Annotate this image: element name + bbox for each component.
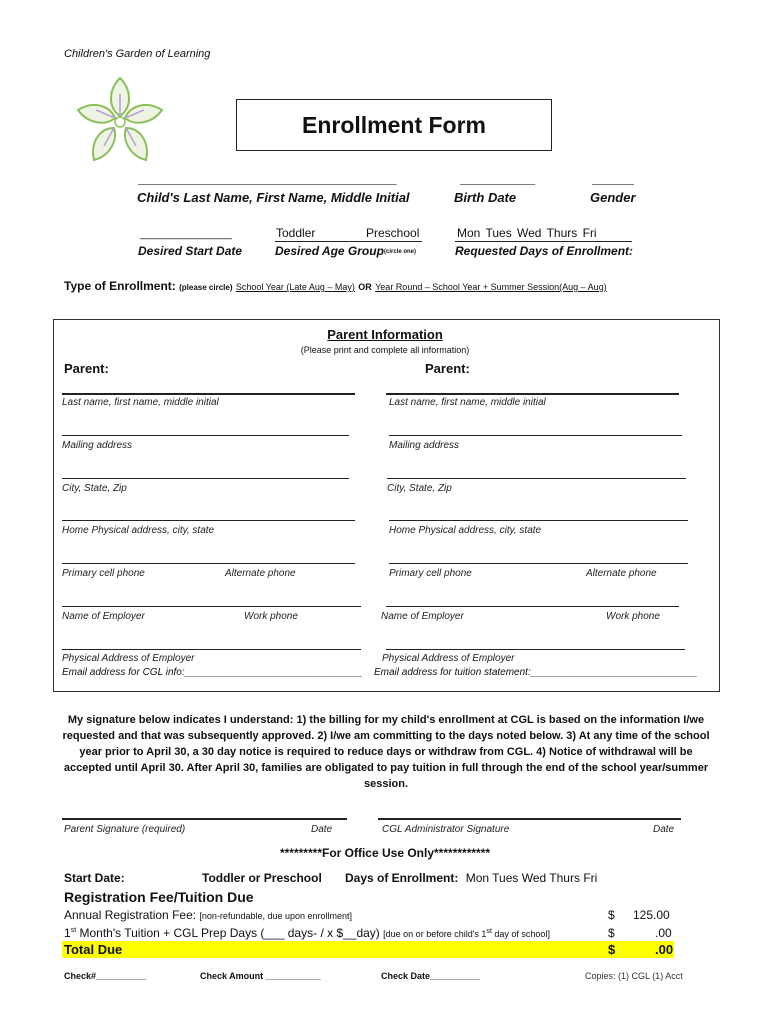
age-group-hint: (circle one) xyxy=(384,249,417,255)
reg-fee-title: Registration Fee/Tuition Due xyxy=(64,889,254,905)
check-date-field[interactable]: Check Date__________ xyxy=(381,971,481,981)
parent1-work-label: Work phone xyxy=(244,611,298,622)
parent1-name-label: Last name, first name, middle initial xyxy=(62,397,219,408)
parent2-employer-field[interactable] xyxy=(386,606,679,607)
parent2-name-field[interactable] xyxy=(386,393,679,395)
annual-fee-note: [non-refundable, due upon enrollment] xyxy=(199,911,353,921)
parent-info-section xyxy=(53,319,720,692)
start-date-label: Desired Start Date xyxy=(138,244,243,258)
office-use-title: *********For Office Use Only************ xyxy=(279,846,491,860)
enrollment-option-year-round[interactable]: Year Round – School Year + Summer Session(Aug – Aug) xyxy=(375,282,607,292)
parent1-alt-label: Alternate phone xyxy=(225,568,296,579)
parent1-employer-field[interactable] xyxy=(62,606,361,607)
parent2-name-label: Last name, first name, middle initial xyxy=(389,397,546,408)
parent2-home-label: Home Physical address, city, state xyxy=(389,525,542,536)
days-label: Requested Days of Enrollment: xyxy=(455,244,634,258)
parent2-emp-addr-field[interactable] xyxy=(386,649,685,650)
parent2-work-label: Work phone xyxy=(606,611,660,622)
parent1-home-label: Home Physical address, city, state xyxy=(62,525,215,536)
check-amount-field[interactable]: Check Amount ___________ xyxy=(200,971,321,981)
parent1-home-field[interactable] xyxy=(62,520,355,521)
child-name-label: Child's Last Name, First Name, Middle Initial xyxy=(137,190,410,205)
parent-info-subtitle: (Please print and complete all information) xyxy=(300,345,470,355)
parent2-emp-addr-label: Physical Address of Employer xyxy=(382,653,515,664)
parent1-city-field[interactable] xyxy=(62,478,349,479)
parent1-employer-label: Name of Employer xyxy=(62,611,145,622)
parent2-mailing-label: Mailing address xyxy=(389,440,460,451)
total-due-currency: $ xyxy=(608,942,616,957)
parent2-city-field[interactable] xyxy=(387,478,686,479)
tuition-note-a: [due on or before child's 1 xyxy=(383,929,487,939)
enrollment-type-hint: (please circle) xyxy=(179,283,233,292)
parent1-mailing-field[interactable] xyxy=(62,435,349,436)
flower-logo-icon xyxy=(70,70,170,170)
parent2-city-label: City, State, Zip xyxy=(387,483,452,494)
parent1-emp-addr-label: Physical Address of Employer xyxy=(62,653,195,664)
enrollment-type-label: Type of Enrollment: xyxy=(64,279,176,293)
admin-signature-label: CGL Administrator Signature xyxy=(382,824,510,835)
office-days-label: Days of Enrollment: xyxy=(345,871,459,885)
tuition-currency: $ xyxy=(608,926,615,940)
child-name-line[interactable]: _______________________________ xyxy=(138,170,397,187)
email-tuition-field[interactable]: Email address for tuition statement:______________________________ xyxy=(374,667,698,678)
tuition-label: Month's Tuition + CGL Prep Days (___ days- / x $__day) xyxy=(79,926,380,940)
parent1-label: Parent: xyxy=(64,361,109,376)
parent2-alt-label: Alternate phone xyxy=(586,568,657,579)
enrollment-option-school-year[interactable]: School Year (Late Aug – May) xyxy=(235,282,355,292)
parent2-employer-label: Name of Employer xyxy=(381,611,464,622)
total-due-amount: .00 xyxy=(655,942,674,957)
email-cgl-field[interactable]: Email address for CGL info:________________________________ xyxy=(62,667,363,678)
office-age-group: Toddler or Preschool xyxy=(202,871,322,885)
age-group-rule xyxy=(275,241,422,242)
gender-line[interactable]: _____ xyxy=(592,170,634,187)
birth-date-label: Birth Date xyxy=(454,190,517,205)
annual-fee-amount: 125.00 xyxy=(633,908,670,922)
start-date-line[interactable]: _______________ xyxy=(140,228,232,240)
parent-info-title: Parent Information xyxy=(327,327,443,342)
annual-fee-label: Annual Registration Fee: xyxy=(64,908,197,922)
days-rule xyxy=(455,241,632,242)
parent2-home-field[interactable] xyxy=(389,520,688,521)
parent1-cell-label: Primary cell phone xyxy=(62,568,145,579)
org-name: Children's Garden of Learning xyxy=(64,48,211,60)
birth-date-line[interactable]: _________ xyxy=(460,170,536,187)
parent1-mailing-label: Mailing address xyxy=(62,440,133,451)
parent1-name-field[interactable] xyxy=(62,393,355,395)
parent2-cell-label: Primary cell phone xyxy=(389,568,472,579)
parent2-phone-field[interactable] xyxy=(389,563,688,564)
parent2-mailing-field[interactable] xyxy=(389,435,682,436)
admin-date-label: Date xyxy=(653,824,675,835)
age-group-label: Desired Age Group xyxy=(275,244,384,258)
parent1-city-label: City, State, Zip xyxy=(62,483,127,494)
total-due-label: Total Due xyxy=(64,942,123,957)
tuition-sup: st xyxy=(70,927,77,934)
admin-signature-field[interactable] xyxy=(378,818,681,820)
tuition-note-b: day of school] xyxy=(491,929,550,939)
parent1-phone-field[interactable] xyxy=(62,563,355,564)
age-option-preschool[interactable]: Preschool xyxy=(366,226,420,240)
gender-label: Gender xyxy=(590,190,636,205)
copies-note: Copies: (1) CGL (1) Acct xyxy=(585,971,683,981)
total-due-highlight xyxy=(62,941,674,958)
enrollment-or: OR xyxy=(358,282,372,292)
age-option-toddler[interactable]: Toddler xyxy=(276,226,316,240)
office-start-date: Start Date: xyxy=(64,871,125,885)
office-days-options: Mon Tues Wed Thurs Fri xyxy=(465,871,598,885)
annual-fee-currency: $ xyxy=(608,908,615,922)
parent-date-label: Date xyxy=(311,824,333,835)
check-number-field[interactable]: Check#__________ xyxy=(64,971,147,981)
tuition-amount: .00 xyxy=(655,926,672,940)
agreement-text: My signature below indicates I understand: 1) the billing for my child's enrollment at CGL is based on the information I/we requested and that was subsequently approved. 2) I/we am committing to the days noted below. 3) At any time of the school year prior to April 30, a 30 day notice is required to reduce days or withdraw from CGL. 4) Notice of withdrawal will be accepted until April 30. After April 30, families are obligated to pay tuition in full through the end of the school year/summer session. xyxy=(62,714,710,790)
parent-signature-label: Parent Signature (required) xyxy=(64,824,186,835)
parent1-emp-addr-field[interactable] xyxy=(62,649,361,650)
form-title: Enrollment Form xyxy=(236,99,552,151)
parent-signature-field[interactable] xyxy=(62,818,347,820)
days-options[interactable]: Mon Tues Wed Thurs Fri xyxy=(457,226,597,240)
parent2-label: Parent: xyxy=(425,361,470,376)
tuition-note-sup: st xyxy=(486,928,492,935)
